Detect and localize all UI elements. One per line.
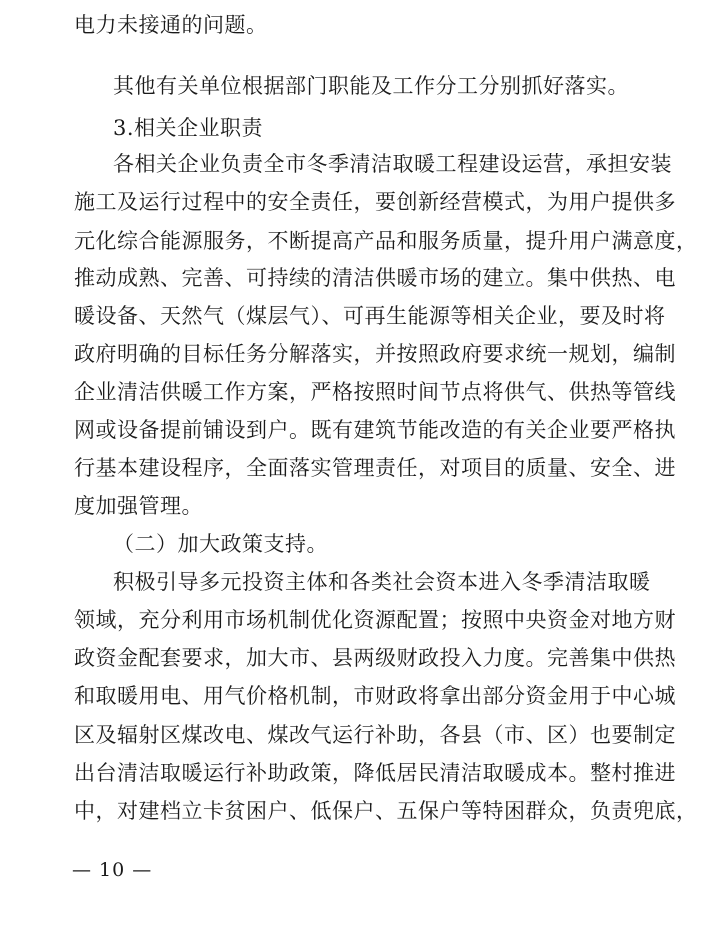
text-line: 出台清洁取暖运行补助政策，降低居民清洁取暖成本。整村推进 [74,761,676,785]
text-line: 政资金配套要求，加大市、县两级财政投入力度。完善集中供热 [74,646,676,670]
text-line: 元化综合能源服务，不断提高产品和服务质量，提升用户满意度， [74,229,698,253]
text-line: 政府明确的目标任务分解落实，并按照政府要求统一规划，编制 [74,342,676,366]
text-line: 各相关企业负责全市冬季清洁取暖工程建设运营，承担安装 [113,152,672,176]
text-line: 积极引导多元投资主体和各类社会资本进入冬季清洁取暖 [113,570,651,594]
text-line: 中，对建档立卡贫困户、低保户、五保户等特困群众，负责兜底， [74,799,698,823]
section-heading: （二）加大政策支持。 [113,532,328,556]
text-line: 度加强管理。 [74,494,203,518]
text-line: 推动成熟、完善、可持续的清洁供暖市场的建立。集中供热、电 [74,266,676,290]
text-line: 和取暖用电、用气价格机制，市财政将拿出部分资金用于中心城 [74,684,676,708]
page-number: — 10 — [72,859,153,881]
text-line: 行基本建设程序，全面落实管理责任，对项目的质量、安全、进 [74,456,676,480]
text-line: 电力未接通的问题。 [74,13,268,37]
text-line: 施工及运行过程中的安全责任，要创新经营模式，为用户提供多 [74,190,676,214]
text-line: 企业清洁供暖工作方案，严格按照时间节点将供气、供热等管线 [74,380,676,404]
text-line: 领域，充分利用市场机制优化资源配置；按照中央资金对地方财 [74,608,676,632]
section-heading: 3.相关企业职责 [113,116,264,140]
text-line: 网或设备提前铺设到户。既有建筑节能改造的有关企业要严格执 [74,418,676,442]
text-line: 区及辐射区煤改电、煤改气运行补助，各县（市、区）也要制定 [74,723,676,747]
text-line: 其他有关单位根据部门职能及工作分工分别抓好落实。 [113,74,629,98]
text-line: 暖设备、天然气（煤层气）、可再生能源等相关企业，要及时将 [74,304,666,328]
